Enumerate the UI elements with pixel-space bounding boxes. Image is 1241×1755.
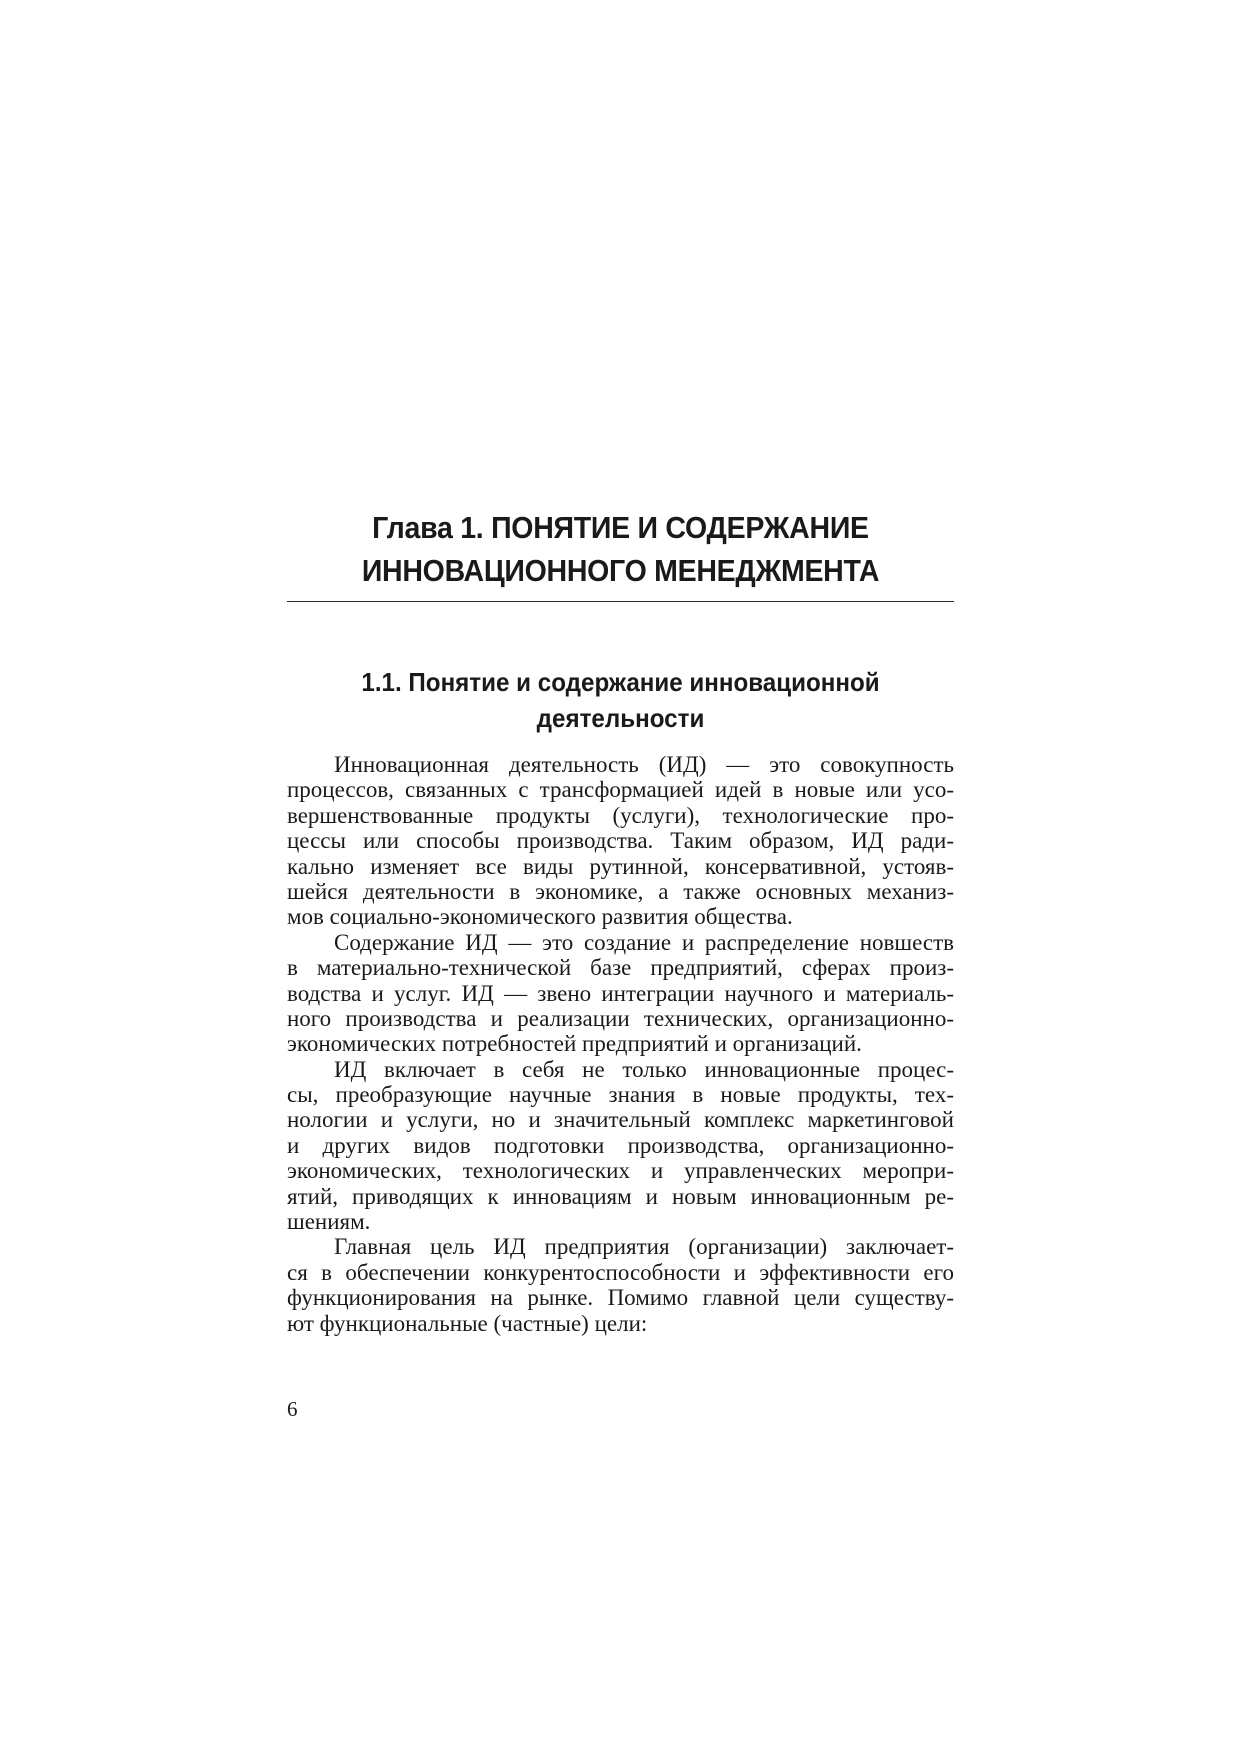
- text-line: Главная цель ИД предприятия (организации) заключает-: [334, 1234, 954, 1260]
- text-line: вершенствованные продукты (услуги), технологические про-: [287, 802, 954, 828]
- text-line: ного производства и реализации технических, организационно-: [287, 1005, 954, 1031]
- section-title-line: деятельности: [536, 703, 705, 733]
- text-line: и других видов подготовки производства, организационно-: [287, 1132, 954, 1158]
- text-line: водства и услуг. ИД — звено интеграции научного и материаль-: [287, 980, 954, 1006]
- chapter-title: [314, 506, 928, 592]
- text-line: Инновационная деятельность (ИД) — это совокупность: [334, 752, 954, 777]
- text-line: процессов, связанных с трансформацией идей в новые или усо-: [287, 777, 954, 803]
- text-line: цессы или способы производства. Таким образом, ИД ради-: [287, 828, 954, 854]
- section-title-line: 1.1. Понятие и содержание инновационной: [361, 667, 880, 697]
- text-line: ют функциональные (частные) цели:: [287, 1310, 648, 1336]
- body-text: [287, 752, 954, 1336]
- chapter-divider: [287, 601, 954, 602]
- text-line: ИД включает в себя не только инновационные процес-: [334, 1056, 954, 1082]
- text-line: экономических, технологических и управленческих меропри-: [287, 1158, 954, 1184]
- text-line: функционирования на рынке. Помимо главной цели существу-: [287, 1285, 954, 1311]
- chapter-title-line: Глава 1. ПОНЯТИЕ И СОДЕРЖАНИЕ: [372, 510, 869, 545]
- text-line: мов социально-экономического развития общества.: [287, 904, 793, 930]
- text-line: Содержание ИД — это создание и распределение новшеств: [334, 929, 954, 955]
- text-line: в материально-технической базе предприятий, сферах произ-: [287, 955, 954, 981]
- page-number: 6: [287, 1397, 298, 1421]
- text-line: шейся деятельности в экономике, а также основных механиз-: [287, 878, 954, 904]
- text-line: шениям.: [287, 1209, 371, 1235]
- text-line: ятий, приводящих к инновациям и новым инновационным ре-: [287, 1183, 954, 1209]
- text-line: кально изменяет все виды рутинной, консервативной, устояв-: [287, 853, 954, 879]
- text-line: ся в обеспечении конкурентоспособности и эффективности его: [287, 1259, 954, 1285]
- text-line: нологии и услуги, но и значительный комплекс маркетинговой: [287, 1107, 954, 1133]
- text-line: экономических потребностей предприятий и организаций.: [287, 1031, 862, 1057]
- chapter-title-line: ИННОВАЦИОННОГО МЕНЕДЖМЕНТА: [361, 553, 880, 588]
- section-title: [310, 664, 930, 736]
- text-line: сы, преобразующие научные знания в новые продукты, тех-: [287, 1082, 954, 1108]
